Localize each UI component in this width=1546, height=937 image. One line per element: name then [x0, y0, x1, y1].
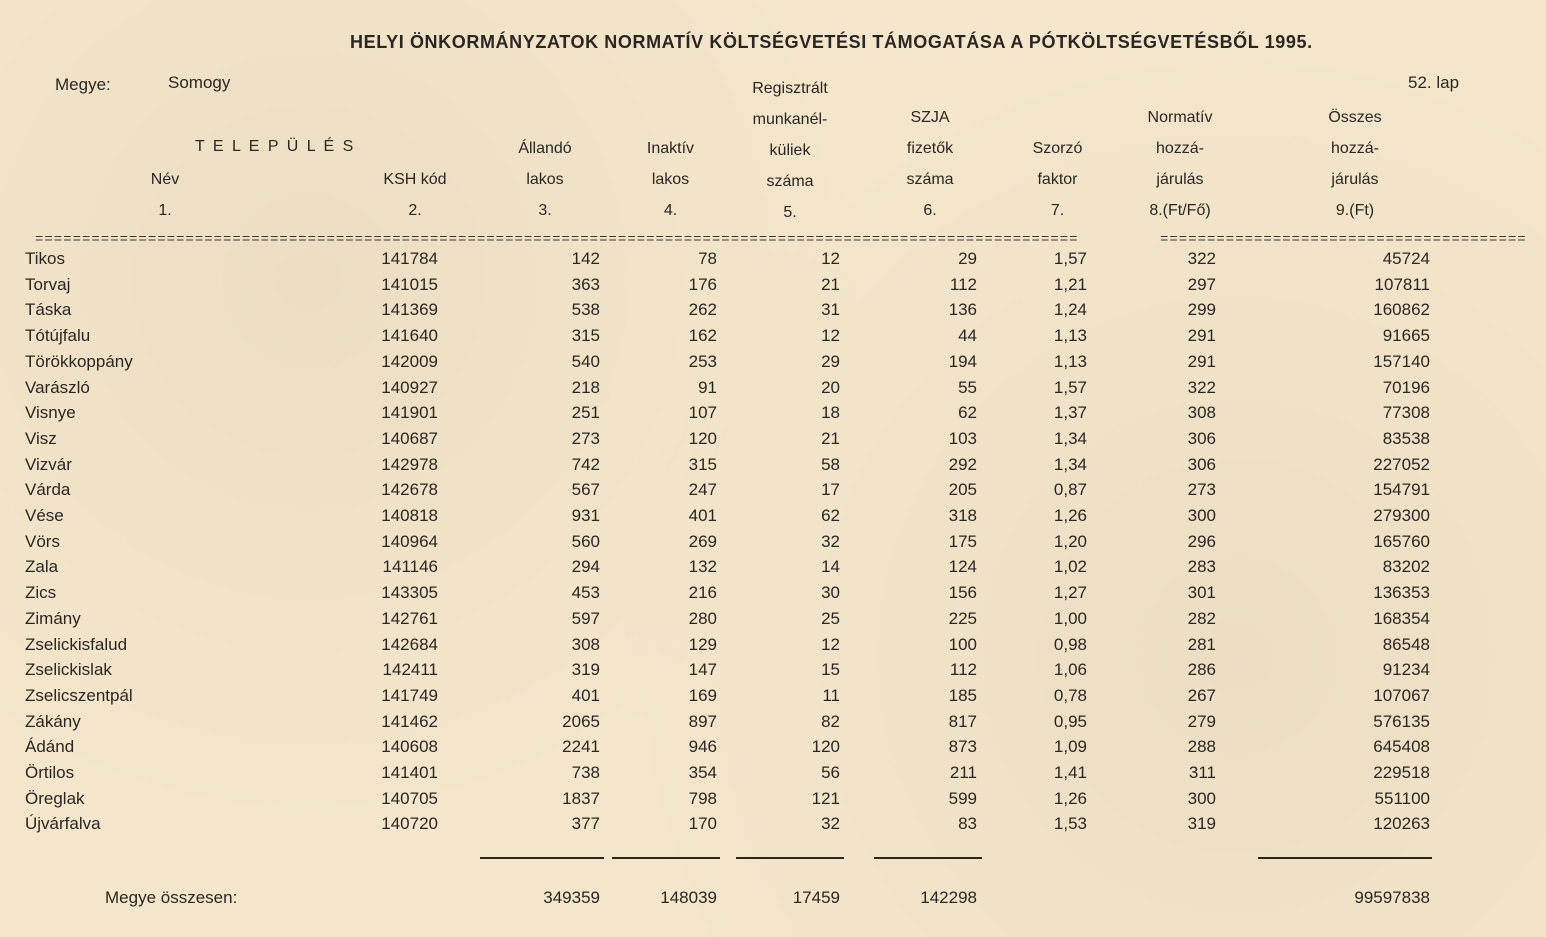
cell-inactive-residents: 162 — [688, 326, 717, 346]
cell-registered-unemployed: 30 — [821, 583, 840, 603]
header-col9-line: 9.(Ft) — [1335, 202, 1375, 219]
cell-normative-contribution: 306 — [1187, 454, 1216, 474]
cell-ksh-code: 141146 — [382, 557, 438, 577]
cell-ksh-code: 142411 — [382, 660, 438, 680]
cell-total-contribution: 279300 — [1373, 506, 1430, 525]
cell-name: Ádánd — [25, 737, 75, 757]
header-col9-line: hozzá- — [1330, 140, 1380, 157]
cell-multiplier: 1,00 — [1053, 608, 1087, 628]
cell-inactive-residents: 798 — [688, 788, 717, 808]
cell-registered-unemployed: 12 — [821, 249, 840, 268]
cell-szja-payers: 873 — [948, 737, 977, 757]
header-col6-line: fizetők — [906, 140, 954, 157]
cell-total-contribution: 229518 — [1373, 763, 1430, 782]
cell-name: Zics — [25, 583, 57, 603]
cell-normative-contribution: 301 — [1187, 583, 1216, 603]
cell-ksh-code: 143305 — [381, 583, 438, 603]
cell-ksh-code: 141784 — [381, 249, 438, 268]
cell-registered-unemployed: 21 — [821, 428, 840, 448]
cell-multiplier: 1,02 — [1053, 557, 1087, 577]
table-row — [0, 297, 1546, 323]
cell-registered-unemployed: 20 — [821, 377, 840, 397]
cell-name: Zimány — [25, 608, 81, 628]
cell-inactive-residents: 78 — [698, 249, 717, 268]
cell-ksh-code: 142761 — [381, 608, 438, 628]
cell-multiplier: 1,26 — [1053, 506, 1087, 525]
cell-total-contribution: 120263 — [1373, 814, 1430, 834]
cell-normative-contribution: 267 — [1187, 685, 1216, 705]
table-row — [0, 632, 1546, 658]
cell-multiplier: 1,09 — [1053, 737, 1087, 757]
cell-szja-payers: 225 — [948, 608, 977, 628]
cell-multiplier: 1,41 — [1053, 763, 1087, 782]
cell-szja-payers: 211 — [949, 763, 977, 782]
cell-szja-payers: 194 — [948, 351, 977, 371]
cell-permanent-residents: 377 — [571, 814, 600, 834]
table-row — [0, 734, 1546, 760]
totals-label: Megye összesen: — [105, 888, 238, 907]
cell-szja-payers: 136 — [948, 300, 977, 320]
cell-normative-contribution: 291 — [1187, 351, 1216, 371]
table-row — [0, 683, 1546, 709]
cell-inactive-residents: 354 — [688, 763, 717, 782]
table-row — [0, 760, 1546, 786]
header-col7-line: Szorzó — [1032, 140, 1083, 157]
cell-total-contribution: 83202 — [1382, 557, 1430, 577]
header-col4 — [623, 133, 718, 226]
cell-registered-unemployed: 120 — [811, 737, 840, 757]
cell-name: Visnye — [25, 403, 76, 423]
cell-ksh-code: 140705 — [381, 788, 438, 808]
cell-total-contribution: 576135 — [1373, 711, 1430, 731]
cell-szja-payers: 318 — [948, 506, 977, 525]
header-col2 — [360, 164, 470, 226]
page-title: HELYI ÖNKORMÁNYZATOK NORMATÍV KÖLTSÉGVETÉSI TÁMOGATÁSA A PÓTKÖLTSÉGVETÉSBŐL 1995. — [350, 32, 1313, 52]
cell-multiplier: 1,53 — [1053, 814, 1087, 834]
cell-multiplier: 1,34 — [1053, 428, 1087, 448]
cell-ksh-code: 140964 — [381, 531, 438, 551]
header-col4-line: Inaktív — [646, 140, 695, 157]
cell-ksh-code: 140608 — [381, 737, 438, 757]
cell-registered-unemployed: 25 — [821, 608, 840, 628]
table-row — [0, 657, 1546, 683]
cell-ksh-code: 141401 — [381, 763, 438, 782]
cell-szja-payers: 103 — [948, 428, 977, 448]
cell-permanent-residents: 319 — [571, 660, 600, 680]
cell-name: Vése — [25, 506, 64, 525]
header-col6 — [880, 102, 980, 226]
header-col8-line: 8.(Ft/Fő) — [1149, 202, 1211, 219]
cell-registered-unemployed: 62 — [821, 506, 840, 525]
cell-ksh-code: 141901 — [381, 403, 438, 423]
cell-name: Örtilos — [25, 763, 75, 782]
totals-col3: 349359 — [543, 888, 600, 907]
header-col6-line: száma — [906, 171, 954, 188]
cell-registered-unemployed: 32 — [821, 814, 840, 834]
header-col5-line: száma — [766, 173, 814, 190]
cell-permanent-residents: 273 — [571, 428, 600, 448]
header-telepules: T E L E P Ü L É S — [195, 138, 356, 155]
header-col7-line: 7. — [1050, 202, 1065, 219]
cell-szja-payers: 185 — [948, 685, 977, 705]
county-value: Somogy — [168, 73, 231, 92]
county-label: Megye: — [55, 75, 111, 94]
cell-ksh-code: 141015 — [381, 274, 438, 294]
cell-inactive-residents: 129 — [688, 634, 717, 654]
cell-registered-unemployed: 14 — [821, 557, 840, 577]
header-col5-line: munkanél- — [752, 111, 828, 128]
cell-multiplier: 1,37 — [1053, 403, 1087, 423]
cell-normative-contribution: 322 — [1187, 249, 1216, 268]
table-row — [0, 246, 1546, 272]
header-col6-line: SZJA — [910, 109, 950, 126]
table-row — [0, 349, 1546, 375]
cell-permanent-residents: 1837 — [562, 788, 600, 808]
cell-total-contribution: 136353 — [1373, 583, 1430, 603]
cell-name: Zselickislak — [25, 660, 112, 680]
cell-permanent-residents: 567 — [571, 480, 600, 500]
cell-registered-unemployed: 11 — [822, 685, 840, 705]
header-col8 — [1120, 102, 1240, 226]
cell-total-contribution: 83538 — [1382, 428, 1430, 448]
sum-underline — [480, 857, 604, 859]
cell-registered-unemployed: 12 — [821, 634, 840, 654]
cell-inactive-residents: 169 — [688, 685, 717, 705]
header-col8-line: Normatív — [1147, 109, 1213, 126]
header-col9 — [1300, 102, 1410, 226]
cell-total-contribution: 77308 — [1382, 403, 1430, 423]
cell-name: Zala — [25, 557, 59, 577]
header-col5-line: 5. — [783, 204, 797, 221]
cell-szja-payers: 599 — [948, 788, 977, 808]
cell-inactive-residents: 107 — [688, 403, 717, 423]
cell-szja-payers: 83 — [958, 814, 977, 834]
cell-inactive-residents: 280 — [688, 608, 717, 628]
cell-multiplier: 1,57 — [1053, 377, 1087, 397]
cell-total-contribution: 107067 — [1373, 685, 1430, 705]
cell-inactive-residents: 147 — [688, 660, 717, 680]
cell-normative-contribution: 282 — [1187, 608, 1216, 628]
cell-normative-contribution: 291 — [1187, 326, 1216, 346]
header-rule-right: ======================================= — [1160, 232, 1527, 248]
cell-registered-unemployed: 82 — [821, 711, 840, 731]
cell-total-contribution: 154791 — [1373, 480, 1430, 500]
cell-permanent-residents: 142 — [571, 249, 600, 268]
cell-permanent-residents: 540 — [571, 351, 600, 371]
cell-registered-unemployed: 18 — [821, 403, 840, 423]
cell-multiplier: 1,20 — [1053, 531, 1087, 551]
header-col8-line: hozzá- — [1155, 140, 1205, 157]
table-row — [0, 477, 1546, 503]
sum-underline — [736, 857, 844, 859]
cell-ksh-code: 141640 — [381, 326, 438, 346]
cell-szja-payers: 817 — [948, 711, 977, 731]
cell-ksh-code: 142009 — [381, 351, 438, 371]
cell-normative-contribution: 300 — [1187, 788, 1216, 808]
cell-multiplier: 1,57 — [1053, 249, 1087, 268]
cell-permanent-residents: 218 — [571, 377, 600, 397]
cell-normative-contribution: 300 — [1187, 506, 1216, 525]
sum-underline — [874, 857, 982, 859]
cell-name: Tótújfalu — [25, 326, 91, 346]
header-col4-line: 4. — [663, 202, 678, 219]
table-row — [0, 529, 1546, 555]
cell-registered-unemployed: 58 — [821, 454, 840, 474]
cell-multiplier: 1,24 — [1053, 300, 1087, 320]
cell-szja-payers: 44 — [958, 326, 977, 346]
cell-total-contribution: 107811 — [1374, 274, 1430, 294]
header-col3-line: 3. — [538, 202, 552, 219]
cell-permanent-residents: 401 — [571, 685, 600, 705]
cell-normative-contribution: 322 — [1187, 377, 1216, 397]
cell-ksh-code: 141462 — [381, 711, 438, 731]
table-row — [0, 606, 1546, 632]
page-number: 52. lap — [1408, 73, 1460, 92]
cell-name: Torvaj — [25, 274, 71, 294]
cell-normative-contribution: 297 — [1187, 274, 1216, 294]
table-row — [0, 786, 1546, 812]
cell-multiplier: 1,27 — [1053, 583, 1087, 603]
cell-name: Öreglak — [25, 788, 85, 808]
cell-multiplier: 1,21 — [1053, 274, 1087, 294]
header-col5-line: Regisztrált — [752, 80, 828, 97]
cell-ksh-code: 142978 — [381, 454, 438, 474]
cell-ksh-code: 140927 — [381, 377, 438, 397]
cell-name: Tikos — [25, 249, 65, 268]
cell-inactive-residents: 170 — [688, 814, 717, 834]
cell-szja-payers: 112 — [949, 660, 977, 680]
cell-registered-unemployed: 29 — [821, 351, 840, 371]
cell-permanent-residents: 742 — [571, 454, 600, 474]
cell-total-contribution: 227052 — [1373, 454, 1430, 474]
table-row — [0, 272, 1546, 298]
cell-total-contribution: 168354 — [1373, 608, 1430, 628]
cell-ksh-code: 140818 — [381, 506, 438, 525]
sum-underline — [1258, 857, 1432, 859]
header-col2-line: 2. — [408, 202, 422, 219]
cell-registered-unemployed: 121 — [811, 788, 840, 808]
cell-normative-contribution: 273 — [1187, 480, 1216, 500]
header-rule-left: =============================================================================================================== — [35, 232, 1079, 248]
cell-inactive-residents: 946 — [688, 737, 717, 757]
cell-ksh-code: 142678 — [381, 480, 438, 500]
cell-szja-payers: 55 — [958, 377, 977, 397]
cell-name: Visz — [25, 428, 57, 448]
cell-permanent-residents: 315 — [571, 326, 600, 346]
cell-normative-contribution: 279 — [1187, 711, 1216, 731]
header-col3-line: lakos — [526, 171, 564, 188]
cell-permanent-residents: 597 — [571, 608, 600, 628]
header-col9-line: járulás — [1331, 171, 1379, 188]
cell-multiplier: 0,95 — [1053, 711, 1087, 731]
totals-col9: 99597838 — [1354, 888, 1430, 907]
cell-szja-payers: 205 — [948, 480, 977, 500]
cell-szja-payers: 124 — [948, 557, 977, 577]
cell-inactive-residents: 132 — [688, 557, 717, 577]
cell-normative-contribution: 299 — [1187, 300, 1216, 320]
cell-inactive-residents: 262 — [688, 300, 717, 320]
header-col5-line: küliek — [769, 142, 811, 159]
cell-multiplier: 0,87 — [1053, 480, 1087, 500]
cell-name: Várda — [25, 480, 71, 500]
table-row — [0, 503, 1546, 529]
cell-registered-unemployed: 32 — [821, 531, 840, 551]
totals-col5: 17459 — [792, 888, 840, 907]
cell-registered-unemployed: 15 — [821, 660, 840, 680]
cell-total-contribution: 551100 — [1374, 788, 1430, 808]
cell-total-contribution: 160862 — [1373, 300, 1430, 320]
cell-szja-payers: 156 — [948, 583, 977, 603]
cell-szja-payers: 292 — [948, 454, 977, 474]
cell-inactive-residents: 897 — [688, 711, 717, 731]
cell-normative-contribution: 306 — [1187, 428, 1216, 448]
cell-inactive-residents: 247 — [688, 480, 717, 500]
cell-permanent-residents: 453 — [571, 583, 600, 603]
cell-normative-contribution: 319 — [1187, 814, 1216, 834]
cell-multiplier: 0,78 — [1053, 685, 1087, 705]
cell-szja-payers: 100 — [948, 634, 977, 654]
table-row — [0, 452, 1546, 478]
cell-normative-contribution: 296 — [1187, 531, 1216, 551]
cell-registered-unemployed: 21 — [821, 274, 840, 294]
header-col6-line: 6. — [923, 202, 937, 219]
cell-normative-contribution: 288 — [1187, 737, 1216, 757]
header-col7 — [1010, 133, 1105, 226]
cell-registered-unemployed: 12 — [821, 326, 840, 346]
cell-multiplier: 1,34 — [1053, 454, 1087, 474]
cell-name: Újvárfalva — [25, 814, 101, 834]
cell-registered-unemployed: 17 — [821, 480, 840, 500]
cell-total-contribution: 157140 — [1373, 351, 1430, 371]
cell-normative-contribution: 281 — [1187, 634, 1216, 654]
cell-inactive-residents: 401 — [688, 506, 717, 525]
cell-inactive-residents: 176 — [688, 274, 717, 294]
cell-total-contribution: 91665 — [1382, 326, 1430, 346]
cell-ksh-code: 142684 — [381, 634, 438, 654]
cell-szja-payers: 62 — [958, 403, 977, 423]
header-col5 — [730, 73, 850, 228]
header-col7-line: faktor — [1037, 171, 1078, 188]
cell-name: Vizvár — [25, 454, 72, 474]
cell-permanent-residents: 931 — [571, 506, 600, 525]
totals-col4: 148039 — [660, 888, 717, 907]
header-col1 — [120, 164, 210, 226]
totals-col6: 142298 — [920, 888, 977, 907]
cell-permanent-residents: 738 — [571, 763, 600, 782]
cell-total-contribution: 70196 — [1382, 377, 1430, 397]
cell-normative-contribution: 286 — [1187, 660, 1216, 680]
cell-name: Zselicszentpál — [25, 685, 133, 705]
cell-ksh-code: 140687 — [381, 428, 438, 448]
cell-permanent-residents: 538 — [571, 300, 600, 320]
cell-multiplier: 1,13 — [1053, 351, 1087, 371]
totals-row — [0, 885, 1546, 911]
cell-inactive-residents: 253 — [688, 351, 717, 371]
table-row — [0, 426, 1546, 452]
cell-inactive-residents: 120 — [688, 428, 717, 448]
cell-name: Táska — [25, 300, 72, 320]
cell-total-contribution: 645408 — [1373, 737, 1430, 757]
cell-normative-contribution: 283 — [1187, 557, 1216, 577]
cell-inactive-residents: 216 — [688, 583, 717, 603]
cell-total-contribution: 91234 — [1382, 660, 1430, 680]
cell-multiplier: 1,06 — [1053, 660, 1087, 680]
cell-szja-payers: 175 — [948, 531, 977, 551]
cell-permanent-residents: 251 — [571, 403, 600, 423]
table-row — [0, 323, 1546, 349]
header-col9-line: Összes — [1328, 109, 1382, 126]
cell-inactive-residents: 269 — [688, 531, 717, 551]
cell-permanent-residents: 308 — [571, 634, 600, 654]
header-col8-line: járulás — [1156, 171, 1204, 188]
table-row — [0, 375, 1546, 401]
header-col2-line: KSH kód — [383, 171, 447, 188]
table-row — [0, 811, 1546, 837]
cell-szja-payers: 29 — [958, 249, 977, 268]
cell-total-contribution: 86548 — [1382, 634, 1430, 654]
cell-multiplier: 0,98 — [1053, 634, 1087, 654]
cell-name: Varászló — [25, 377, 90, 397]
header-col3 — [495, 133, 595, 226]
table-row — [0, 580, 1546, 606]
table-row — [0, 400, 1546, 426]
cell-registered-unemployed: 31 — [821, 300, 840, 320]
cell-total-contribution: 45724 — [1382, 249, 1430, 268]
header-col4-line: lakos — [651, 171, 690, 188]
sum-underline — [612, 857, 720, 859]
cell-permanent-residents: 2065 — [562, 711, 600, 731]
cell-name: Zákány — [25, 711, 81, 731]
table-row — [0, 554, 1546, 580]
cell-name: Zselickisfalud — [25, 634, 128, 654]
cell-registered-unemployed: 56 — [821, 763, 840, 782]
cell-normative-contribution: 311 — [1188, 763, 1216, 782]
cell-ksh-code: 141369 — [381, 300, 438, 320]
header-col3-line: Állandó — [518, 140, 572, 157]
cell-name: Törökkoppány — [25, 351, 133, 371]
cell-ksh-code: 141749 — [381, 685, 438, 705]
cell-permanent-residents: 363 — [571, 274, 600, 294]
cell-permanent-residents: 2241 — [562, 737, 600, 757]
table-row — [0, 709, 1546, 735]
cell-szja-payers: 112 — [949, 274, 977, 294]
cell-normative-contribution: 308 — [1187, 403, 1216, 423]
cell-multiplier: 1,13 — [1053, 326, 1087, 346]
header-col1-line: 1. — [158, 202, 172, 219]
cell-inactive-residents: 315 — [688, 454, 717, 474]
cell-permanent-residents: 560 — [571, 531, 600, 551]
cell-name: Vörs — [25, 531, 60, 551]
cell-ksh-code: 140720 — [381, 814, 438, 834]
cell-multiplier: 1,26 — [1053, 788, 1087, 808]
cell-total-contribution: 165760 — [1373, 531, 1430, 551]
cell-inactive-residents: 91 — [698, 377, 717, 397]
header-col1-line: Név — [150, 171, 180, 188]
cell-permanent-residents: 294 — [571, 557, 600, 577]
